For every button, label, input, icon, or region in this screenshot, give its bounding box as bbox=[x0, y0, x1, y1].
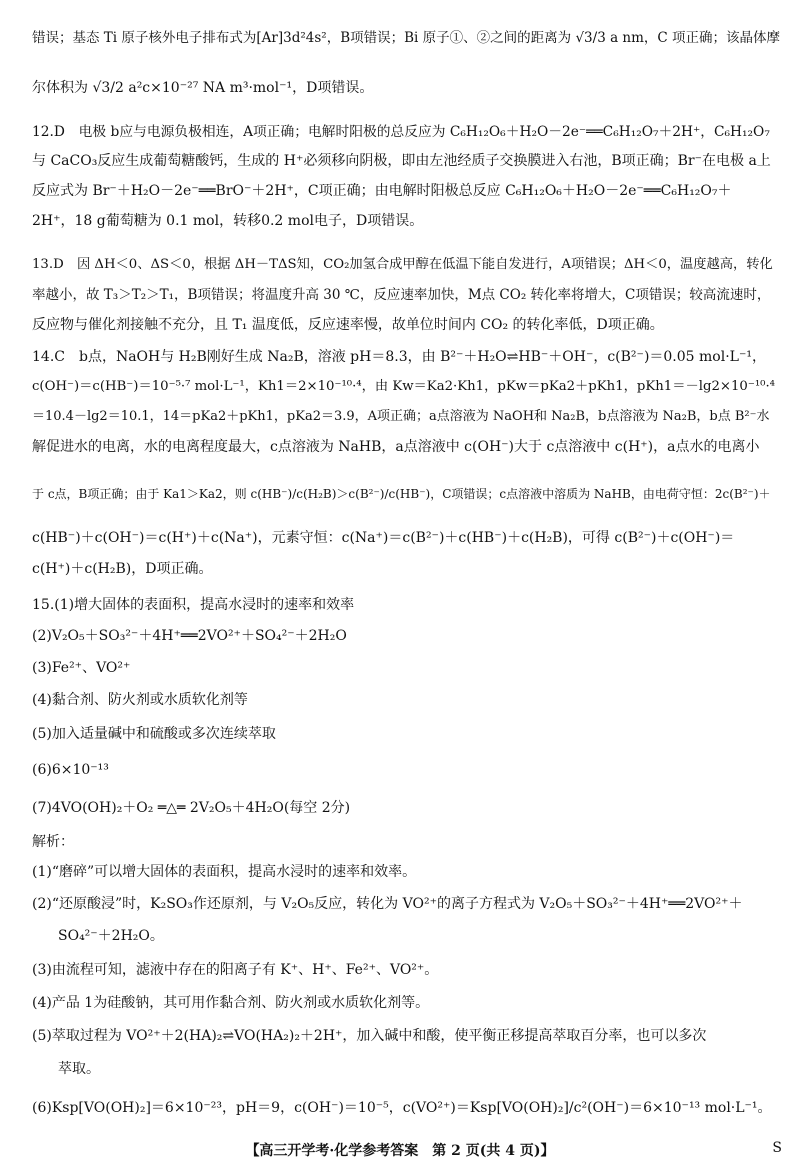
text-line: SO₄²⁻＋2H₂O。 bbox=[58, 928, 164, 944]
text-line: 与 CaCO₃反应生成葡萄糖酸钙，生成的 H⁺必须移向阴极，即由左池经质子交换膜进入右池，B项正确；Br⁻在电极 a上 bbox=[32, 153, 771, 169]
text-line: 2H⁺，18 g葡萄糖为 0.1 mol，转移0.2 mol电子，D项错误。 bbox=[32, 213, 424, 229]
analysis-heading: 解析： bbox=[32, 834, 74, 850]
answer-13: 13.D 因 ΔH＜0、ΔS＜0，根据 ΔH－TΔS知，CO₂加氢合成甲醇在低温下能自发进行，A项错误；ΔH＜0，温度越高，转化 bbox=[32, 257, 773, 272]
text-line: (2)V₂O₅＋SO₃²⁻＋4H⁺══2VO²⁺＋SO₄²⁻＋2H₂O bbox=[32, 628, 347, 644]
text-line: (4)产品 1为硅酸钠，其可用作黏合剂、防火剂或水质软化剂等。 bbox=[32, 995, 430, 1011]
text-line: (1)“磨碎”可以增大固体的表面积，提高水浸时的速率和效率。 bbox=[32, 864, 417, 880]
answer-14: 14.C b点，NaOH与 H₂B刚好生成 Na₂B，溶液 pH＝8.3，由 B²⁻＋H₂O⇌HB⁻＋OH⁻，c(B²⁻)＝0.05 mol·L⁻¹， bbox=[32, 349, 766, 365]
text-line: (7)4VO(OH)₂＋O₂ ═△═ 2V₂O₅＋4H₂O(每空 2分) bbox=[32, 800, 351, 816]
text-line: (6)Ksp[VO(OH)₂]＝6×10⁻²³，pH＝9，c(OH⁻)＝10⁻⁵，c(VO²⁺)＝Ksp[VO(OH)₂]/c²(OH⁻)＝6×10⁻¹³ mol·L⁻¹。 bbox=[32, 1100, 772, 1116]
text-line: (5)加入适量碱中和硫酸或多次连续萃取 bbox=[32, 726, 276, 742]
page-footer: 【高三开学考·化学参考答案 第 2 页(共 4 页)】 bbox=[245, 1143, 555, 1159]
text-line: (2)“还原酸浸”时，K₂SO₃作还原剂，与 V₂O₅反应，转化为 VO²⁺的离子方程式为 V₂O₅＋SO₃²⁻＋4H⁺══2VO²⁺＋ bbox=[32, 896, 743, 912]
text-line: 于 c点，B项正确；由于 Ka1＞Ka2，则 c(HB⁻)/c(H₂B)＞c(B²⁻)/c(HB⁻)，C项错误；c点溶液中溶质为 NaHB，由电荷守恒：2c(B²⁻)＋ bbox=[32, 487, 771, 501]
text-line: 解促进水的电离，水的电离程度最大，c点溶液为 NaHB，a点溶液中 c(OH⁻)大于 c点溶液中 c(H⁺)，a点水的电离小 bbox=[32, 439, 760, 455]
text-line: 错误；基态 Ti 原子核外电子排布式为[Ar]3d²4s²，B项错误；Bi 原子①、②之间的距离为 √3/3 a nm，C 项正确；该晶体摩 bbox=[32, 30, 781, 46]
text-line: (6)6×10⁻¹³ bbox=[32, 762, 109, 778]
answer-15: 15.(1)增大固体的表面积，提高水浸时的速率和效率 bbox=[32, 597, 355, 613]
text-line: c(OH⁻)＝c(HB⁻)＝10⁻⁵·⁷ mol·L⁻¹，Kh1＝2×10⁻¹⁰·⁴，由 Kw＝Ka2·Kh1，pKw＝pKa2＋pKh1，pKh1＝－lg2×10⁻¹⁰·⁴ bbox=[32, 379, 775, 394]
text-line: 反应物与催化剂接触不充分，且 T₁ 温度低，反应速率慢，故单位时间内 CO₂ 的转化率低，D项正确。 bbox=[32, 317, 664, 333]
text-line: (4)黏合剂、防火剂或水质软化剂等 bbox=[32, 692, 248, 708]
text-line: 萃取。 bbox=[58, 1061, 100, 1077]
text-line: 率越小，故 T₃＞T₂＞T₁，B项错误；将温度升高 30 ℃，反应速率加快，M点 CO₂ 转化率将增大，C项错误；较高流速时， bbox=[32, 287, 771, 303]
text-line: ＝10.4－lg2＝10.1，14＝pKa2＋pKh1，pKa2＝3.9，A项正确；a点溶液为 NaOH和 Na₂B，b点溶液为 Na₂B，b点 B²⁻水 bbox=[32, 409, 770, 424]
text-line: 反应式为 Br⁻＋H₂O－2e⁻══BrO⁻＋2H⁺，C项正确；由电解时阳极总反应 C₆H₁₂O₆＋H₂O－2e⁻══C₆H₁₂O₇＋ bbox=[32, 183, 732, 199]
text-line: (3)Fe²⁺、VO²⁺ bbox=[32, 660, 131, 676]
text-line: c(HB⁻)＋c(OH⁻)＝c(H⁺)＋c(Na⁺)，元素守恒：c(Na⁺)＝c(B²⁻)＋c(HB⁻)＋c(H₂B)，可得 c(B²⁻)＋c(OH⁻)＝ bbox=[32, 530, 735, 546]
text-line: 尔体积为 √3/2 a²c×10⁻²⁷ NA m³·mol⁻¹，D项错误。 bbox=[32, 80, 374, 96]
text-line: (5)萃取过程为 VO²⁺＋2(HA)₂⇌VO(HA₂)₂＋2H⁺，加入碱中和酸，使平衡正移提高萃取百分率，也可以多次 bbox=[32, 1028, 707, 1044]
answer-12: 12.D 电极 b应与电源负极相连，A项正确；电解时阳极的总反应为 C₆H₁₂O₆＋H₂O－2e⁻══C₆H₁₂O₇＋2H⁺，C₆H₁₂O₇ bbox=[32, 124, 770, 140]
corner-mark: S bbox=[772, 1140, 782, 1156]
text-line: c(H⁺)＋c(H₂B)，D项正确。 bbox=[32, 561, 213, 577]
text-line: (3)由流程可知，滤液中存在的阳离子有 K⁺、H⁺、Fe²⁺、VO²⁺。 bbox=[32, 962, 439, 978]
